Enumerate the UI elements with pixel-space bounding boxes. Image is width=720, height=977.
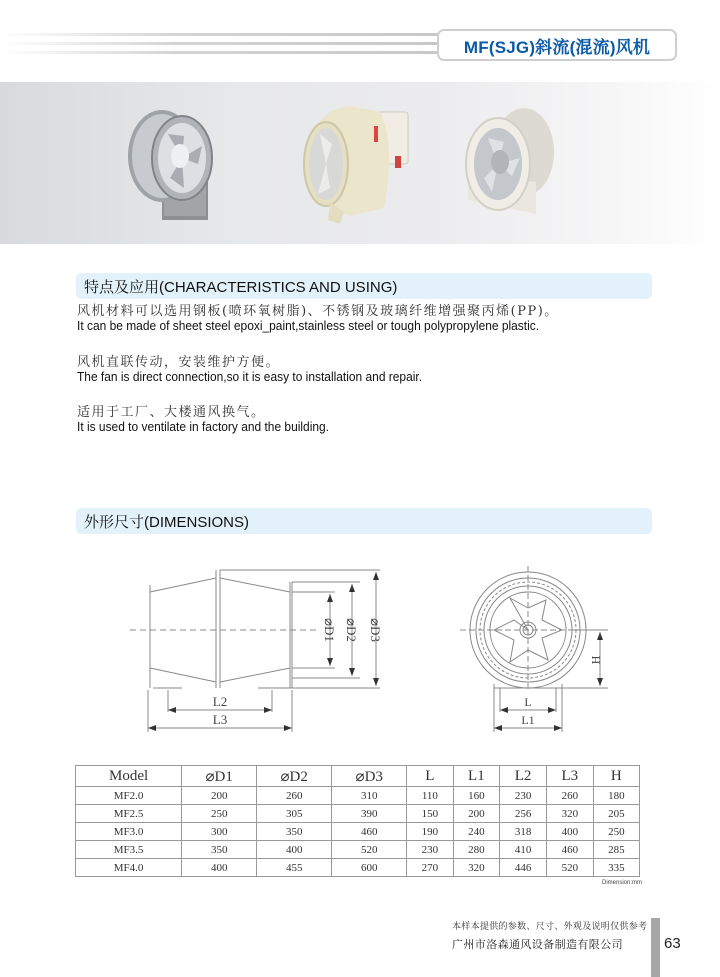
- cell: 350: [257, 823, 332, 841]
- cell: 150: [407, 805, 453, 823]
- cell: 600: [332, 859, 407, 877]
- table-row: [76, 787, 640, 805]
- cell: 400: [257, 841, 332, 859]
- cell: 460: [546, 841, 593, 859]
- characteristic-2-cn: 风机直联传动，安装维护方便。: [77, 355, 281, 370]
- cell: 310: [332, 787, 407, 805]
- header-decorative-lines: [0, 33, 440, 57]
- footer-disclaimer: 本样本提供的参数、尺寸、外观及说明仅供参考: [452, 921, 648, 931]
- table-row: [76, 805, 640, 823]
- header-d2: ⌀D2: [257, 766, 332, 787]
- cell: 260: [257, 787, 332, 805]
- l1-label: L1: [521, 713, 535, 727]
- footer-divider-bar: [651, 918, 660, 977]
- cell: 190: [407, 823, 453, 841]
- cell: 270: [407, 859, 453, 877]
- cell: 400: [182, 859, 257, 877]
- cell: MF2.5: [76, 805, 182, 823]
- cell: 230: [407, 841, 453, 859]
- front-view-diagram: [440, 560, 620, 740]
- cell: MF2.0: [76, 787, 182, 805]
- cell: 320: [453, 859, 500, 877]
- cell: 460: [332, 823, 407, 841]
- header-l2: L2: [500, 766, 547, 787]
- dimensions-table: [75, 765, 640, 877]
- header-l1: L1: [453, 766, 500, 787]
- characteristic-3-cn: 适用于工厂、大楼通风换气。: [77, 405, 266, 420]
- l2-label: L2: [212, 694, 228, 709]
- cell: 200: [182, 787, 257, 805]
- cell: 390: [332, 805, 407, 823]
- side-view-diagram: [120, 560, 400, 740]
- cell: 240: [453, 823, 500, 841]
- header-h: H: [593, 766, 639, 787]
- cell: 110: [407, 787, 453, 805]
- characteristic-2-en: The fan is direct connection,so it is easy to installation and repair.: [77, 369, 423, 384]
- cell: 200: [453, 805, 500, 823]
- table-header-row: [76, 766, 640, 787]
- page-title: MF(SJG)斜流(混流)风机: [437, 29, 677, 61]
- cell: 285: [593, 841, 639, 859]
- l-label: L: [524, 695, 532, 709]
- header-d3: ⌀D3: [332, 766, 407, 787]
- l3-label: L3: [212, 712, 228, 727]
- product-photo-band: [0, 82, 720, 244]
- cell: 180: [593, 787, 639, 805]
- stainless-steel-fan-image: [124, 104, 224, 224]
- cell: 280: [453, 841, 500, 859]
- cell: 410: [500, 841, 547, 859]
- table-row: [76, 841, 640, 859]
- footer-company: 广州市洛森通风设备制造有限公司: [452, 939, 623, 951]
- cell: 230: [500, 787, 547, 805]
- characteristic-3-en: It is used to ventilate in factory and the building.: [77, 419, 329, 434]
- cell: 260: [546, 787, 593, 805]
- unit-note: Dimension:mm: [602, 880, 643, 886]
- header-l: L: [407, 766, 453, 787]
- cell: 250: [593, 823, 639, 841]
- cell: MF3.5: [76, 841, 182, 859]
- cell: 350: [182, 841, 257, 859]
- cell: 250: [182, 805, 257, 823]
- header-d1: ⌀D1: [182, 766, 257, 787]
- cell: 305: [257, 805, 332, 823]
- header-l3: L3: [546, 766, 593, 787]
- fiberglass-fan-image: [462, 102, 562, 226]
- section-header-dimensions: 外形尺寸(DIMENSIONS): [76, 508, 652, 534]
- cell: 160: [453, 787, 500, 805]
- header-model: Model: [76, 766, 182, 787]
- polypropylene-fan-image: [300, 104, 420, 224]
- cell: 318: [500, 823, 547, 841]
- characteristic-1-en: It can be made of sheet steel epoxi_paint,stainless steel or tough polypropylene plastic.: [77, 318, 540, 333]
- d2-label: ⌀D2: [344, 618, 359, 642]
- cell: 300: [182, 823, 257, 841]
- h-label: H: [589, 655, 603, 665]
- cell: 320: [546, 805, 593, 823]
- cell: 400: [546, 823, 593, 841]
- cell: 256: [500, 805, 547, 823]
- d3-label: ⌀D3: [368, 618, 383, 642]
- d1-label: ⌀D1: [322, 618, 337, 642]
- cell: 205: [593, 805, 639, 823]
- cell: 455: [257, 859, 332, 877]
- section-header-characteristics: 特点及应用(CHARACTERISTICS AND USING): [76, 273, 652, 299]
- page-number: 63: [664, 935, 681, 952]
- cell: 520: [546, 859, 593, 877]
- cell: 446: [500, 859, 547, 877]
- cell: 520: [332, 841, 407, 859]
- cell: MF4.0: [76, 859, 182, 877]
- cell: 335: [593, 859, 639, 877]
- table-row: [76, 823, 640, 841]
- characteristic-1-cn: 风机材料可以选用钢板(喷环氧树脂)、不锈钢及玻璃纤维增强聚丙烯(PP)。: [77, 304, 559, 319]
- cell: MF3.0: [76, 823, 182, 841]
- table-row: [76, 859, 640, 877]
